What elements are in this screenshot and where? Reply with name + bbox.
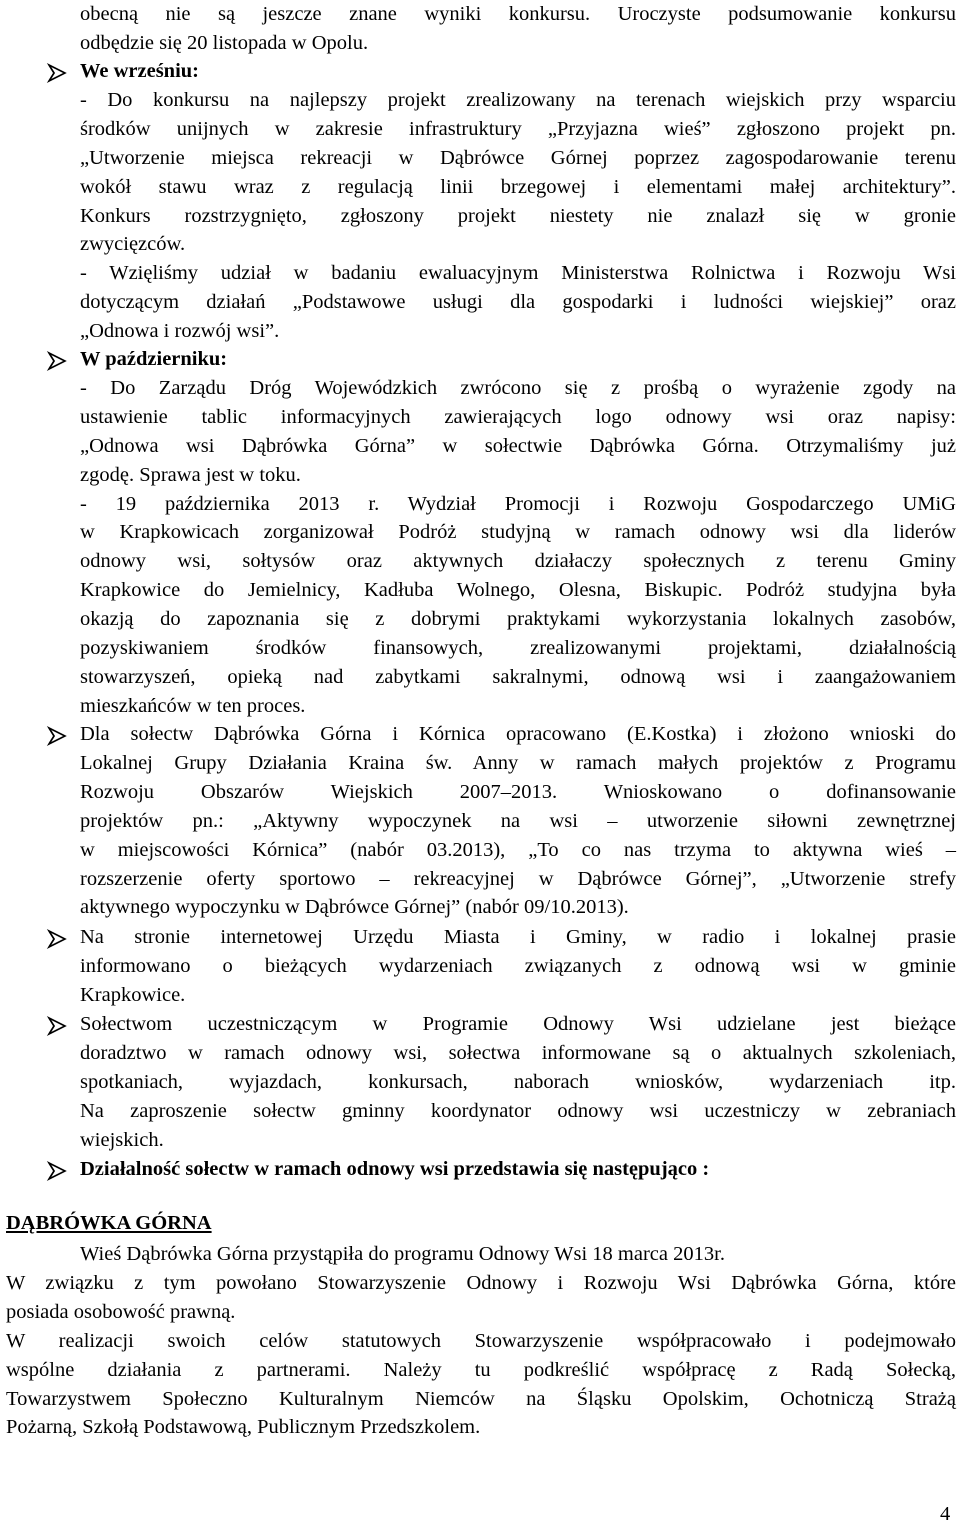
text-line: W związku z tym powołano Stowarzyszenie Odnowy i Rozwoju Wsi Dąbrówka Górna, które (6, 1271, 956, 1294)
text-line: Dla sołectw Dąbrówka Górna i Kórnica opracowano (E.Kostka) i złożono wnioski do (80, 723, 956, 745)
arrowhead-bullet-icon (46, 1015, 68, 1037)
text-line: obecną nie są jeszcze znane wyniki konkursu. Uroczyste podsumowanie konkursu (80, 3, 956, 25)
text-line: Na stronie internetowej Urzędu Miasta i Gminy, w radio i lokalnej prasie (80, 926, 956, 948)
text-line: Sołectwom uczestniczącym w Programie Odnowy Wsi udzielane jest bieżące (80, 1013, 956, 1035)
advice-paragraph (80, 1010, 956, 1155)
text-line: informowano o bieżących wydarzeniach związanych z odnową wsi w gminie (80, 954, 956, 977)
text-line: „Utworzenie miejsca rekreacji w Dąbrówce Górnej poprzez zagospodarowanie terenu (80, 146, 956, 169)
text-line: Rozwoju Obszarów Wiejskich 2007–2013. Wnioskowano o dofinansowanie (80, 780, 956, 803)
text-line: wiejskich. (80, 1128, 164, 1151)
text-line: ustawienie tablic informacyjnych zawierających logo odnowy wsi oraz napisy: (80, 405, 956, 428)
text-line: Wieś Dąbrówka Górna przystąpiła do programu Odnowy Wsi 18 marca 2013r. (80, 1243, 725, 1265)
text-line: okazją do zapoznania się z dobrymi praktykami wykorzystania lokalnych zasobów, (80, 608, 956, 631)
dabrowka-paragraph (6, 1240, 956, 1442)
applications-paragraph (80, 720, 956, 922)
text-line: rozszerzenie oferty sportowo – rekreacyjnej w Dąbrówce Górnej”, „Utworzenie strefy (80, 867, 956, 890)
arrowhead-bullet-icon (46, 350, 68, 372)
text-line: zgodę. Sprawa jest w toku. (80, 463, 301, 486)
text-line: w Krapkowicach zorganizował Podróż studyjną w ramach odnowy wsi dla liderów (80, 521, 956, 544)
website-paragraph (80, 923, 956, 1010)
arrowhead-bullet-icon (46, 1160, 68, 1182)
text-line: zwycięzców. (80, 233, 186, 256)
text-line: „Odnowa wsi Dąbrówka Górna” w sołectwie Dąbrówka Górna. Otrzymaliśmy już (80, 434, 956, 457)
text-line: w miejscowości Kórnica” (nabór 03.2013), „To co nas trzyma to aktywna wieś – (80, 838, 956, 861)
text-line: - Wzięliśmy udział w badaniu ewaluacyjnym Ministerstwa Rolnictwa i Rozwoju Wsi (80, 262, 956, 285)
text-line: W realizacji swoich celów statutowych Stowarzyszenie współpracowało i podejmowało (6, 1329, 956, 1352)
text-line: Lokalnej Grupy Działania Kraina św. Anny w ramach małych projektów z Programu (80, 751, 956, 774)
text-line: aktywnego wypoczynku w Dąbrówce Górnej” (nabór 09/10.2013). (80, 896, 629, 919)
intro-paragraph (80, 0, 956, 58)
text-line: Krapkowice. (80, 983, 186, 1006)
september-section (80, 57, 956, 346)
text-line: - 19 października 2013 r. Wydział Promocji i Rozwoju Gospodarczego UMiG (80, 492, 956, 515)
text-line: Pożarną, Szkołą Podstawową, Publicznym Przedszkolem. (6, 1416, 481, 1439)
text-line: mieszkańców w ten proces. (80, 694, 306, 717)
text-line: odbędzie się 20 listopada w Opolu. (80, 31, 369, 54)
text-line: pozyskiwaniem środków finansowych, zrealizowanymi projektami, działalnością (80, 637, 956, 660)
text-line: projektów pn.: „Aktywny wypoczynek na wsi – utworzenie siłowni zewnętrznej (80, 809, 956, 832)
arrowhead-bullet-icon (46, 928, 68, 950)
arrowhead-bullet-icon (46, 62, 68, 84)
text-line: Na zaproszenie sołectw gminny koordynator odnowy wsi uczestniczy w zebraniach (80, 1099, 956, 1122)
text-line: Towarzystwem Społeczno Kulturalnym Niemców na Śląsku Opolskim, Ochotniczą Strażą (6, 1387, 956, 1410)
village-heading: DĄBRÓWKA GÓRNA (6, 1212, 212, 1234)
section-heading: We wrześniu: (80, 60, 199, 82)
activity-paragraph (80, 1155, 956, 1184)
text-line: wokół stawu wraz z regulacją linii brzegowej i elementami małej architektury”. (80, 175, 956, 198)
text-line: Krapkowice do Jemielnicy, Kadłuba Wolnego, Olesna, Biskupic. Podróż studyjna była (80, 579, 956, 602)
text-line: - Do konkursu na najlepszy projekt zrealizowany na terenach wiejskich przy wsparciu (80, 88, 956, 111)
section-heading: Działalność sołectw w ramach odnowy wsi przedstawia się następująco : (80, 1158, 710, 1180)
text-line: Konkurs rozstrzygnięto, zgłoszony projekt niestety nie znalazł się w gronie (80, 204, 956, 227)
text-line: wspólne działania z partnerami. Należy tu podkreślić współpracę z Radą Sołecką, (6, 1358, 956, 1381)
text-line: stowarzyszeń, opieką nad zabytkami sakralnymi, odnową wsi i zaangażowaniem (80, 665, 956, 688)
text-line: posiada osobowość prawną. (6, 1300, 236, 1323)
section-heading: W październiku: (80, 348, 228, 370)
text-line: - Do Zarządu Dróg Wojewódzkich zwrócono się z prośbą o wyrażenie zgody na (80, 376, 956, 399)
text-line: środków unijnych w zakresie infrastruktury „Przyjazna wieś” zgłoszono projekt pn. (80, 117, 956, 140)
text-line: odnowy wsi, sołtysów oraz aktywnych działaczy społecznych z terenu Gminy (80, 550, 956, 573)
page-number: 4 (940, 1503, 951, 1525)
text-line: dotyczącym działań „Podstawowe usługi dla gospodarki i ludności wiejskiej” oraz (80, 291, 956, 314)
october-section (80, 345, 956, 721)
text-line: „Odnowa i rozwój wsi”. (80, 320, 280, 343)
arrowhead-bullet-icon (46, 725, 68, 747)
text-line: doradztwo w ramach odnowy wsi, sołectwa informowane są o aktualnych szkoleniach, (80, 1041, 956, 1064)
text-line: spotkaniach, wyjazdach, konkursach, naborach wniosków, wydarzeniach itp. (80, 1070, 956, 1093)
